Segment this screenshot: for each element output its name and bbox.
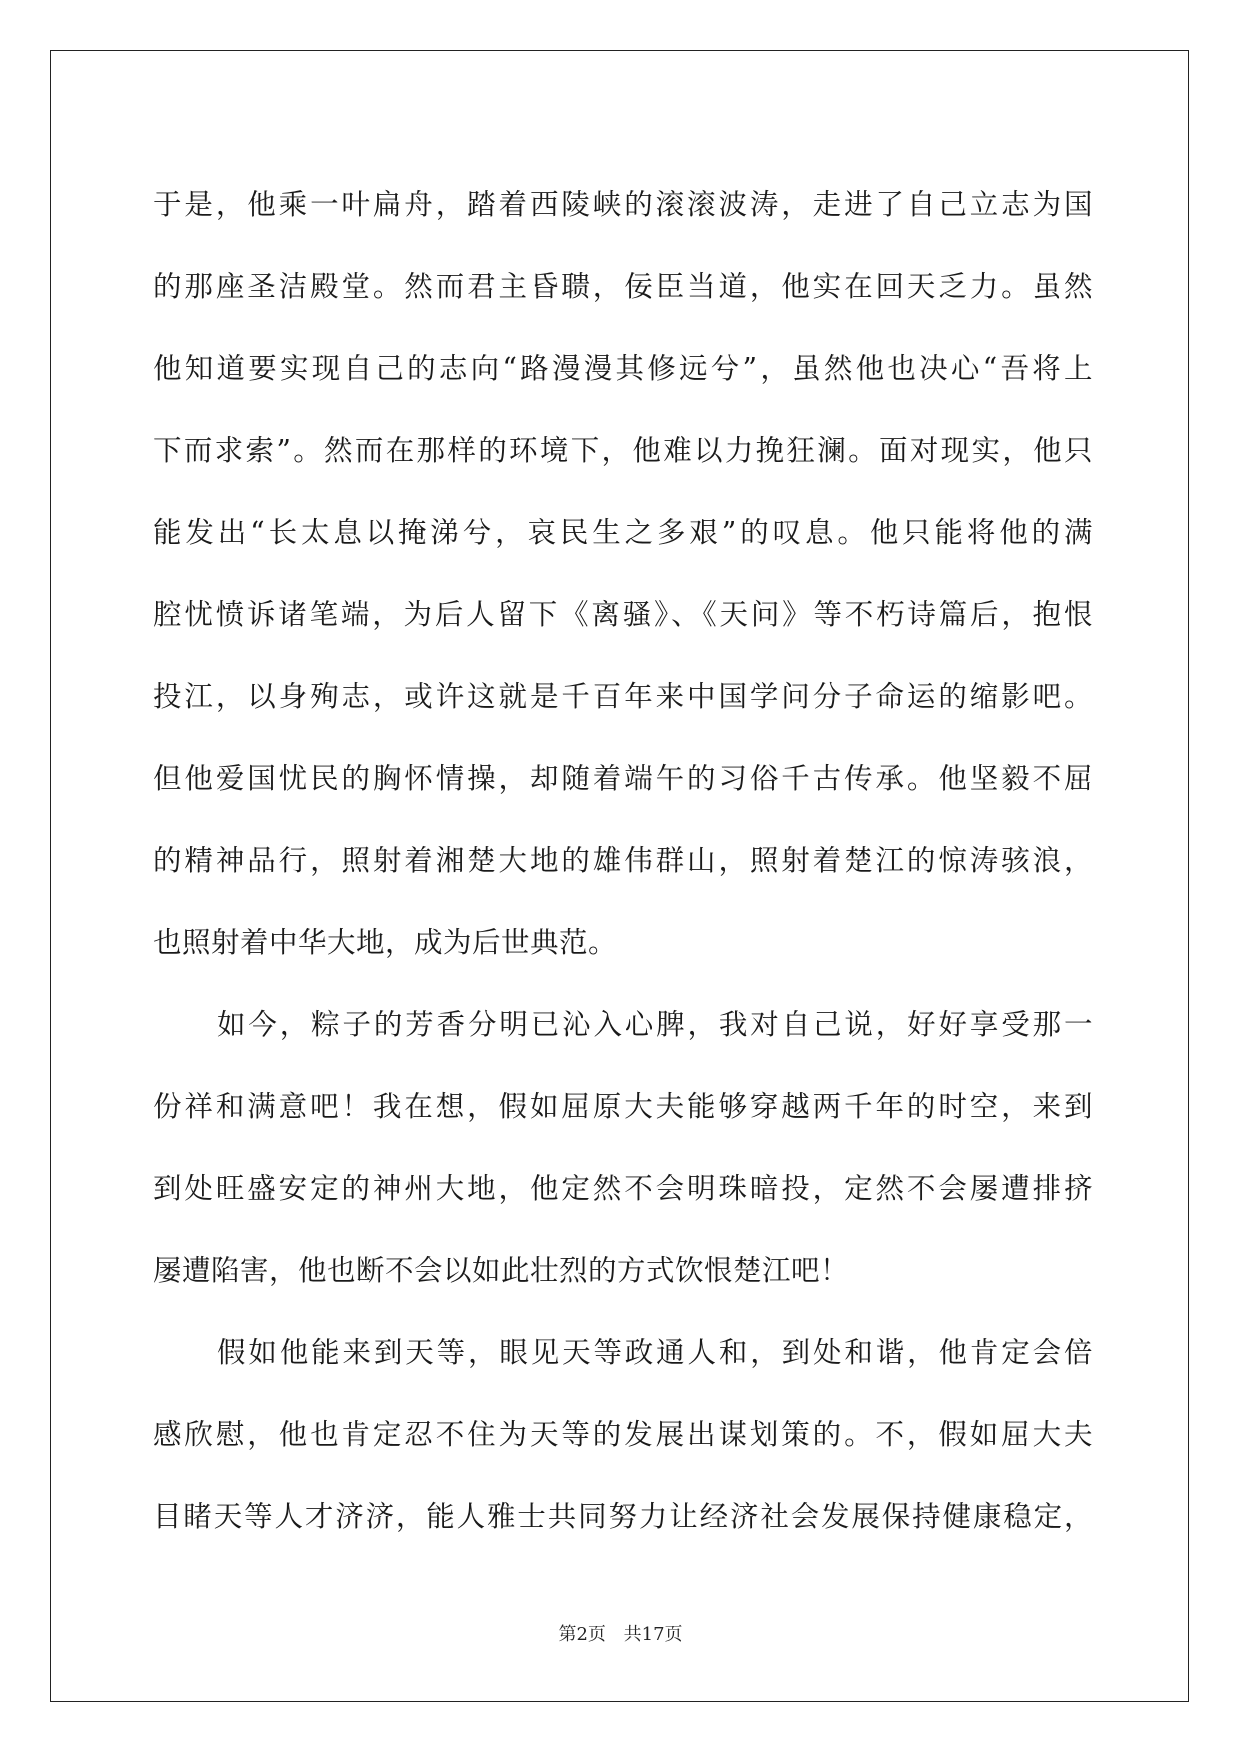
text-line: 的精神品行，照射着湘楚大地的雄伟群山，照射着楚江的惊涛骇浪， xyxy=(153,844,1093,877)
page-total: 共17页 xyxy=(623,1624,683,1645)
text-line: 但他爱国忧民的胸怀情操，却随着端午的习俗千古传承。他坚毅不屈 xyxy=(153,762,1093,795)
text-line: 假如他能来到天等，眼见天等政通人和，到处和谐，他肯定会倍 xyxy=(217,1336,1093,1369)
text-line: 能发出“长太息以掩涕兮，哀民生之多艰”的叹息。他只能将他的满 xyxy=(153,516,1093,549)
text-line: 如今，粽子的芳香分明已沁入心脾，我对自己说，好好享受那一 xyxy=(217,1008,1093,1041)
text-line: 下而求索”。然而在那样的环境下，他难以力挽狂澜。面对现实，他只 xyxy=(153,434,1093,467)
text-line: 感欣慰，他也肯定忍不住为天等的发展出谋划策的。不，假如屈大夫 xyxy=(153,1418,1093,1451)
text-line: 的那座圣洁殿堂。然而君主昏聩，佞臣当道，他实在回天乏力。虽然 xyxy=(153,270,1093,303)
text-line: 到处旺盛安定的神州大地，他定然不会明珠暗投，定然不会屡遭排挤 xyxy=(153,1172,1093,1205)
text-line: 投江，以身殉志，或许这就是千百年来中国学问分子命运的缩影吧。 xyxy=(153,680,1093,713)
text-line: 份祥和满意吧！我在想，假如屈原大夫能够穿越两千年的时空，来到 xyxy=(153,1090,1093,1123)
page-number: 第2页 xyxy=(558,1624,606,1645)
text-line: 他知道要实现自己的志向“路漫漫其修远兮”，虽然他也决心“吾将上 xyxy=(153,352,1093,385)
text-line: 目睹天等人才济济，能人雅士共同努力让经济社会发展保持健康稳定， xyxy=(153,1500,1093,1533)
text-line: 腔忧愤诉诸笔端，为后人留下《离骚》、《天问》等不朽诗篇后，抱恨 xyxy=(153,598,1093,631)
text-line: 于是，他乘一叶扁舟，踏着西陵峡的滚滚波涛，走进了自己立志为国 xyxy=(153,188,1093,221)
text-line: 屡遭陷害，他也断不会以如此壮烈的方式饮恨楚江吧！ xyxy=(153,1254,850,1287)
document-body xyxy=(153,164,1093,1558)
page-footer xyxy=(0,1620,1241,1646)
text-line: 也照射着中华大地，成为后世典范。 xyxy=(153,926,618,959)
